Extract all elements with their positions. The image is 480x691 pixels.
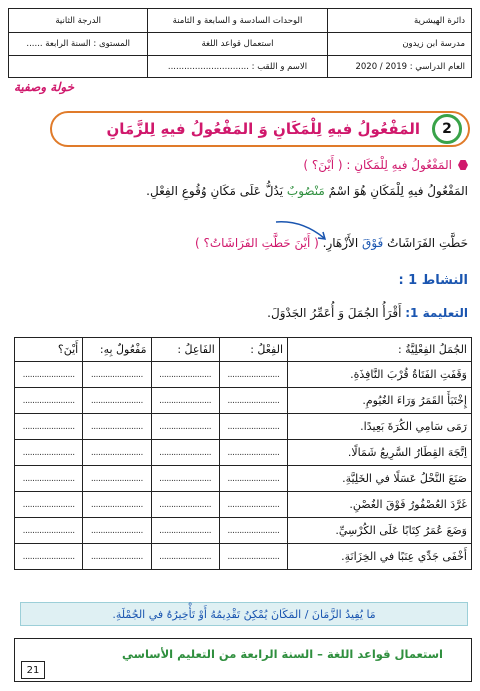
header-empty-cell <box>9 55 147 78</box>
answer-cell[interactable]: ...................... <box>83 492 151 518</box>
sentence-cell: وَضَعَ عُمَرُ كِتَابًا عَلَى الكُرْسِيِّ. <box>288 518 472 544</box>
answer-cell[interactable]: ...................... <box>83 466 151 492</box>
example-sentence <box>195 236 468 250</box>
section-heading <box>303 158 468 172</box>
footer-box <box>14 638 472 682</box>
sentence-cell: أَخْفَى جَدِّي عِنَبًا في الخِزَانَةِ. <box>288 544 472 570</box>
table-row <box>15 544 472 570</box>
column-header-sentences: الجُمَلُ الفِعْلِيَّةُ : <box>288 338 472 362</box>
answer-cell[interactable]: ...................... <box>151 362 219 388</box>
instruction-text: أَقْرَأُ الجُمَلَ وَ أُعَمِّرُ الجَدْوَلَ. <box>267 306 406 320</box>
header-subject: استعمال قواعد اللغة <box>147 32 326 55</box>
answer-cell[interactable]: ...................... <box>219 440 287 466</box>
hexagon-bullet-icon <box>458 160 468 170</box>
answer-cell[interactable]: ...................... <box>15 362 83 388</box>
definition-text <box>146 184 468 198</box>
section-title: المَفْعُولُ فيهِ لِلْمَكَانِ : ( أَيْنَ؟ ) <box>303 158 452 172</box>
answer-cell[interactable]: ...................... <box>219 466 287 492</box>
answer-cell[interactable]: ...................... <box>219 544 287 570</box>
header-name-field[interactable]: الاسم و اللقب : .............................. <box>147 55 326 78</box>
definition-part-2: يَدُلُّ عَلَى مَكَانِ وُقُوعِ الفِعْلِ. <box>146 184 287 198</box>
example-keyword: فَوْقَ <box>362 236 384 250</box>
instruction <box>267 306 468 320</box>
header-row-3 <box>9 55 471 78</box>
author-signature: خولة وصفية <box>14 80 74 94</box>
footer-text: استعمال قواعد اللغة – السنة الرابعة من التعليم الأساسي <box>122 647 443 661</box>
table-row <box>15 362 472 388</box>
answer-cell[interactable]: ...................... <box>15 440 83 466</box>
header-table <box>8 8 472 78</box>
answer-cell[interactable]: ...................... <box>83 440 151 466</box>
answer-cell[interactable]: ...................... <box>15 388 83 414</box>
table-row <box>15 466 472 492</box>
answer-cell[interactable]: ...................... <box>83 544 151 570</box>
sentence-cell: غَرَّدَ العُصْفُورُ فَوْقَ الغُصْنِ. <box>288 492 472 518</box>
answer-cell[interactable]: ...................... <box>219 492 287 518</box>
sentence-cell: رَمَى سَامِي الكُرَةَ بَعِيدًا. <box>288 414 472 440</box>
lesson-number: 2 <box>432 114 462 144</box>
header-units: الوحدات السادسة و السابعة و الثامنة <box>147 9 326 32</box>
sentence-cell: اِتَّجَهَ القِطَارُ السَّرِيعُ شَمَالًا. <box>288 440 472 466</box>
answer-cell[interactable]: ...................... <box>219 362 287 388</box>
header-school: مدرسة ابن زيدون <box>327 32 471 55</box>
answer-cell[interactable]: ...................... <box>83 414 151 440</box>
table-row <box>15 440 472 466</box>
exercise-table <box>14 337 472 570</box>
answer-cell[interactable]: ...................... <box>83 362 151 388</box>
column-header-subject: الفَاعِلُ : <box>151 338 219 362</box>
table-row <box>15 492 472 518</box>
example-question: ( أَيْنَ حَطَّتِ الفَرَاشَاتُ؟ ) <box>194 236 319 250</box>
sentence-cell: وَقَفَتِ الفَتَاةُ قُرْبَ النَّافِذَةِ. <box>288 362 472 388</box>
table-row <box>15 414 472 440</box>
answer-cell[interactable]: ...................... <box>15 544 83 570</box>
column-header-verb: الفِعْلُ : <box>219 338 287 362</box>
answer-cell[interactable]: ...................... <box>83 518 151 544</box>
rule-note: مَا يُفِيدُ الزَّمَانَ / المَكَانَ يُمْكِنُ تَقْدِيمُهُ أَوْ تَأْخِيرُهُ في الجُمْلَةِ. <box>20 602 468 626</box>
answer-cell[interactable]: ...................... <box>15 518 83 544</box>
header-grade: الدرجة الثانية <box>55 15 102 26</box>
sentence-cell: إِخْتَبَأَ القَمَرُ وَرَاءَ الغُيُومِ. <box>288 388 472 414</box>
answer-cell[interactable]: ...................... <box>219 388 287 414</box>
answer-cell[interactable]: ...................... <box>219 414 287 440</box>
header-district: دائرة الهيشرية <box>327 9 471 32</box>
answer-cell[interactable]: ...................... <box>151 414 219 440</box>
answer-cell[interactable]: ...................... <box>15 414 83 440</box>
column-header-where: أَيْنَ؟ <box>15 338 83 362</box>
definition-keyword: مَنْصُوبٌ <box>286 184 325 198</box>
answer-cell[interactable]: ...................... <box>151 466 219 492</box>
answer-cell[interactable]: ...................... <box>15 466 83 492</box>
header-row-2 <box>9 32 471 56</box>
lesson-title-box <box>50 111 470 147</box>
table-row <box>15 388 472 414</box>
answer-cell[interactable]: ...................... <box>151 388 219 414</box>
sentence-cell: صَنَعَ النَّحْلُ عَسَلًا في الخَلِيَّةِ. <box>288 466 472 492</box>
answer-cell[interactable]: ...................... <box>151 518 219 544</box>
definition-part-1: المَفْعُولُ فيهِ لِلْمَكَانِ هُوَ اسْمٌ <box>324 184 468 198</box>
instruction-label: التعليمة 1: <box>405 306 468 320</box>
column-header-object: مَفْعُولٌ بِهِ: <box>83 338 151 362</box>
answer-cell[interactable]: ...................... <box>151 492 219 518</box>
example-part-1: حَطَّتِ الفَرَاشَاتُ <box>383 236 468 250</box>
header-school-year: العام الدراسي : 2019 / 2020 <box>327 55 471 78</box>
answer-cell[interactable]: ...................... <box>219 518 287 544</box>
answer-cell[interactable]: ...................... <box>151 440 219 466</box>
answer-cell[interactable]: ...................... <box>151 544 219 570</box>
activity-title: النشاط 1 : <box>398 273 468 288</box>
table-row <box>15 518 472 544</box>
header-level: المستوى : السنة الرابعة ...... <box>26 38 131 49</box>
lesson-title: المَفْعُولُ فيهِ لِلْمَكَانِ وَ المَفْعُولُ فيهِ لِلزَّمَانِ <box>106 120 420 138</box>
header-row-1 <box>9 9 471 33</box>
answer-cell[interactable]: ...................... <box>83 388 151 414</box>
example-part-2: الأَزْهَارِ. <box>318 236 363 250</box>
answer-cell[interactable]: ...................... <box>15 492 83 518</box>
table-header-row <box>15 338 472 362</box>
page-number: 21 <box>21 661 45 679</box>
